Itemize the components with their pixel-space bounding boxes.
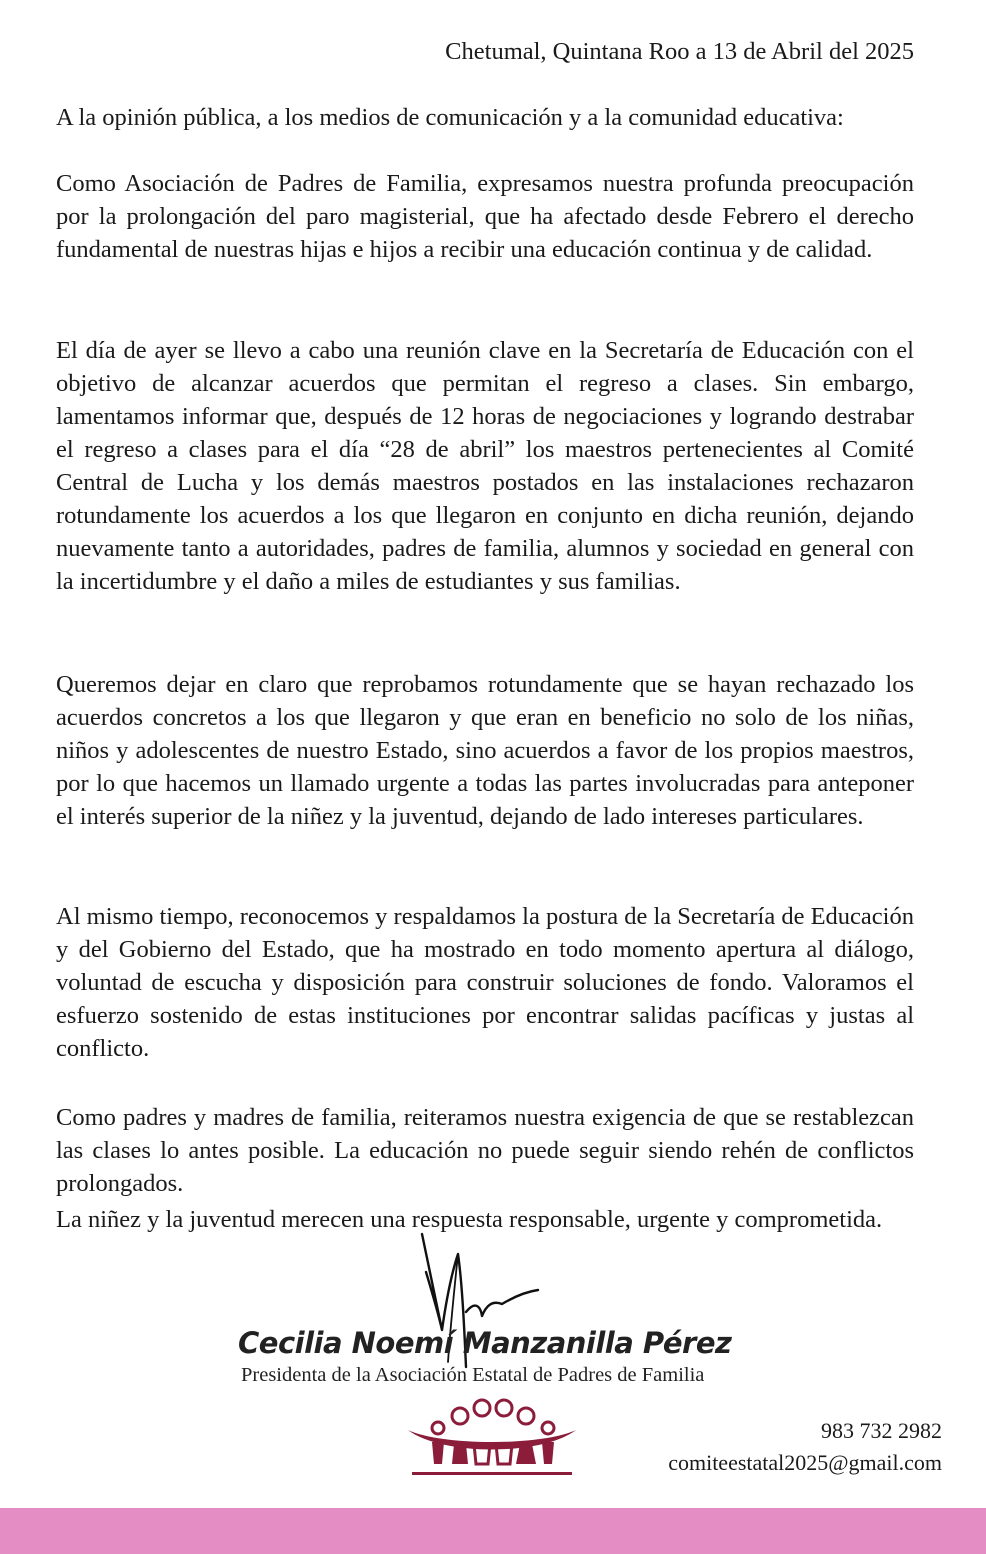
- paragraph-3: Queremos dejar en claro que reprobamos rotundamente que se hayan rechazado los acuerdos concretos a los que llegaron y que eran en beneficio no solo de los niñas, niños y adolescentes de nuestro Estado, sino acuerdos a favor de los propios maestros, por lo que hacemos un llamado urgente a todas las partes involucradas para anteponer el interés superior de la niñez y la juventud, dejando de lado intereses particulares.: [56, 671, 914, 830]
- paragraph-5: Como padres y madres de familia, reiteramos nuestra exigencia de que se restablezcan las clases lo antes posible. La educación no puede seguir siendo rehén de conflictos prolongados.: [56, 1104, 914, 1197]
- date-line: Chetumal, Quintana Roo a 13 de Abril del 2025: [445, 38, 914, 65]
- contact-email: comiteestatal2025@gmail.com: [668, 1450, 942, 1475]
- contact-phone: 983 732 2982: [821, 1418, 942, 1443]
- signer-name: Cecilia Noemí Manzanilla Pérez: [238, 1326, 732, 1360]
- paragraph-1: Como Asociación de Padres de Familia, expresamos nuestra profunda preocupación por la prolongación del paro magisterial, que ha afectado desde Febrero el derecho fundamental de nuestras hijas e hijos a recibir una educación continua y de calidad.: [56, 170, 914, 263]
- footer-bar: [0, 1508, 986, 1554]
- paragraph-4: Al mismo tiempo, reconocemos y respaldamos la postura de la Secretaría de Educación y del Gobierno del Estado, que ha mostrado en todo momento apertura al diálogo, voluntad de escucha y disposición para construir soluciones de fondo. Valoramos el esfuerzo sostenido de estas instituciones por encontrar salidas pacíficas y justas al conflicto.: [56, 903, 914, 1062]
- family-logo-icon: [402, 1398, 582, 1478]
- paragraph-2: El día de ayer se llevo a cabo una reunión clave en la Secretaría de Educación con el objetivo de alcanzar acuerdos que permitan el regreso a clases. Sin embargo, lamentamos informar que, después de 12 horas de negociaciones y logrando destrabar el regreso a clases para el día “28 de abril” los maestros pertenecientes al Comité Central de Lucha y los demás maestros postados en las instalaciones rechazaron rotundamente los acuerdos a los que llegaron en conjunto en dicha reunión, dejando nuevamente tanto a autoridades, padres de familia, alumnos y sociedad en general con la incertidumbre y el daño a miles de estudiantes y sus familias.: [56, 337, 914, 595]
- paragraph-6: La niñez y la juventud merecen una respuesta responsable, urgente y comprometida.: [56, 1206, 883, 1233]
- signer-role: Presidenta de la Asociación Estatal de Padres de Familia: [241, 1364, 705, 1386]
- salutation: A la opinión pública, a los medios de comunicación y a la comunidad educativa:: [56, 104, 844, 131]
